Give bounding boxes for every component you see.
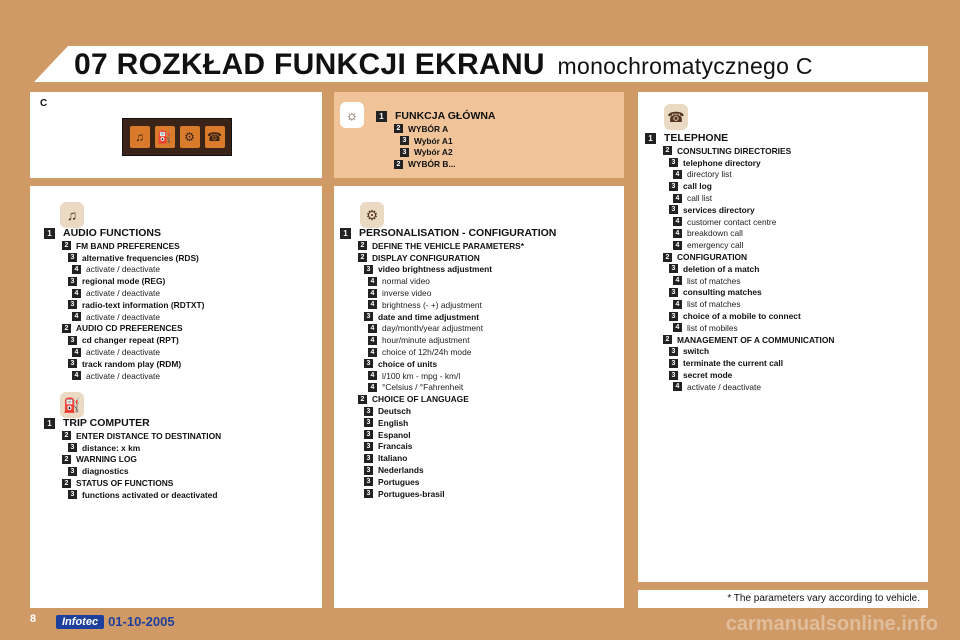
menu-item-label: Portugues	[378, 476, 420, 487]
level-badge: 3	[364, 477, 373, 486]
level-badge: 4	[368, 324, 377, 333]
page-number: 8	[30, 613, 37, 625]
level-badge: 2	[358, 253, 367, 262]
menu-item-label: FM BAND PREFERENCES	[76, 240, 180, 251]
level-badge: 4	[368, 277, 377, 286]
menu-item-label: alternative frequencies (RDS)	[82, 252, 199, 263]
menu-item-label: Francais	[378, 441, 413, 452]
menu-item-label: call list	[687, 193, 713, 204]
level-badge: 3	[364, 442, 373, 451]
level-badge: 2	[62, 241, 71, 250]
level-badge: 3	[400, 136, 409, 145]
menu-item-label: DISPLAY CONFIGURATION	[372, 252, 480, 263]
menu-item-label: deletion of a match	[683, 263, 760, 274]
menu-item-label: Deutsch	[378, 406, 412, 417]
menu-item-label: English	[378, 417, 409, 428]
level-badge: 4	[673, 382, 682, 391]
menu-item-level-4	[645, 298, 834, 310]
level-badge: 2	[62, 324, 71, 333]
menu-item-label: AUDIO CD PREFERENCES	[76, 323, 183, 334]
settings-icon: ⚙	[180, 126, 200, 148]
level-badge: 2	[62, 455, 71, 464]
menu-item-level-2	[340, 252, 556, 264]
level-badge: 2	[358, 395, 367, 404]
menu-item-label: directory list	[687, 169, 732, 180]
menu-item-level-2	[44, 430, 221, 442]
menu-item-level-3	[645, 346, 834, 358]
legend-list	[376, 108, 496, 170]
menu-item-level-4	[645, 169, 834, 181]
audio-functions-list	[44, 225, 204, 382]
brightness-icon: ☼	[340, 102, 364, 128]
level-badge: 2	[394, 124, 403, 133]
menu-item-level-4	[44, 370, 204, 382]
level-badge: 3	[68, 443, 77, 452]
menu-item-level-1	[340, 226, 556, 240]
menu-item-label: PERSONALISATION - CONFIGURATION	[359, 227, 557, 239]
trip-computer-icon: ⛽	[155, 126, 175, 148]
menu-item-label: regional mode (REG)	[82, 276, 166, 287]
menu-item-level-3	[340, 488, 556, 500]
menu-item-label: cd changer repeat (RPT)	[82, 335, 179, 346]
menu-item-level-3	[340, 264, 556, 276]
menu-item-label: MANAGEMENT OF A COMMUNICATION	[677, 334, 835, 345]
level-badge: 3	[669, 359, 678, 368]
menu-item-level-4	[340, 382, 556, 394]
trip-computer-icon: ⛽	[60, 392, 84, 418]
menu-item-level-2	[340, 240, 556, 252]
level-badge: 3	[364, 418, 373, 427]
menu-item-level-2	[44, 454, 221, 466]
menu-item-label: activate / deactivate	[86, 370, 161, 381]
menu-item-label: inverse video	[382, 288, 432, 299]
menu-item-level-3	[645, 357, 834, 369]
menu-item-label: call log	[683, 181, 712, 192]
menu-item-label: activate / deactivate	[86, 264, 161, 275]
menu-item-level-1	[376, 109, 496, 123]
menu-item-label: TELEPHONE	[664, 132, 729, 144]
level-badge: 2	[663, 335, 672, 344]
level-badge: 3	[364, 265, 373, 274]
menu-item-level-3	[376, 135, 496, 147]
level-badge: 4	[368, 336, 377, 345]
menu-item-level-4	[340, 287, 556, 299]
menu-item-label: functions activated or deactivated	[82, 489, 218, 500]
level-badge: 4	[72, 265, 81, 274]
menu-item-level-4	[340, 299, 556, 311]
level-badge: 1	[645, 133, 656, 144]
level-badge: 3	[68, 253, 77, 262]
menu-item-label: choice of a mobile to connect	[683, 311, 801, 322]
menu-item-level-2	[340, 393, 556, 405]
menu-item-level-3	[44, 275, 204, 287]
menu-item-label: activate / deactivate	[86, 288, 161, 299]
menu-item-label: secret mode	[683, 370, 733, 381]
level-badge: 3	[669, 288, 678, 297]
menu-item-level-2	[44, 477, 221, 489]
menu-item-level-3	[645, 204, 834, 216]
level-badge: 4	[673, 323, 682, 332]
level-badge: 3	[669, 312, 678, 321]
menu-item-label: activate / deactivate	[687, 381, 762, 392]
menu-item-level-3	[340, 358, 556, 370]
menu-item-level-4	[340, 275, 556, 287]
level-badge: 1	[44, 228, 55, 239]
menu-item-label: choice of 12h/24h mode	[382, 347, 472, 358]
level-badge: 3	[364, 359, 373, 368]
personalisation-list	[340, 225, 556, 500]
menu-item-level-3	[340, 417, 556, 429]
audio-icon: ♫	[60, 202, 84, 228]
menu-item-label: activate / deactivate	[86, 311, 161, 322]
parameters-note: * The parameters vary according to vehicle.	[638, 590, 928, 608]
level-badge: 3	[669, 182, 678, 191]
menu-item-label: distance: x km	[82, 442, 141, 453]
level-badge: 4	[368, 383, 377, 392]
menu-item-label: normal video	[382, 276, 430, 287]
menu-item-label: Espanol	[378, 429, 411, 440]
menu-item-label: track random play (RDM)	[82, 358, 182, 369]
menu-item-level-4	[645, 228, 834, 240]
menu-item-level-3	[340, 441, 556, 453]
menu-item-label: hour/minute adjustment	[382, 335, 470, 346]
menu-item-label: telephone directory	[683, 157, 761, 168]
level-badge: 4	[72, 371, 81, 380]
menu-item-label: l/100 km - mpg - km/l	[382, 370, 461, 381]
menu-item-level-4	[340, 334, 556, 346]
menu-item-level-2	[645, 145, 834, 157]
menu-item-level-3	[44, 334, 204, 346]
level-badge: 3	[400, 148, 409, 157]
menu-item-label: switch	[683, 346, 710, 357]
menu-item-level-3	[44, 358, 204, 370]
menu-item-label: terminate the current call	[683, 358, 784, 369]
page-subtitle: monochromatycznego C	[557, 53, 813, 79]
menu-item-label: radio-text information (RDTXT)	[82, 299, 205, 310]
level-badge: 4	[72, 348, 81, 357]
menu-item-level-4	[645, 275, 834, 287]
footer	[56, 614, 175, 629]
menu-item-level-3	[645, 287, 834, 299]
level-badge: 4	[673, 241, 682, 250]
menu-item-label: STATUS OF FUNCTIONS	[76, 478, 174, 489]
level-badge: 4	[673, 276, 682, 285]
menu-item-label: services directory	[683, 204, 755, 215]
menu-item-level-2	[645, 334, 834, 346]
menu-item-level-3	[340, 311, 556, 323]
level-badge: 2	[358, 241, 367, 250]
menu-item-label: day/month/year adjustment	[382, 323, 484, 334]
phone-icon: ☎	[664, 104, 688, 130]
menu-item-level-4	[340, 323, 556, 335]
telephone-list	[645, 130, 834, 393]
menu-item-level-4	[340, 346, 556, 358]
level-badge: 4	[72, 289, 81, 298]
menu-item-level-3	[340, 476, 556, 488]
menu-item-level-3	[645, 180, 834, 192]
level-badge: 3	[364, 430, 373, 439]
menu-item-label: date and time adjustment	[378, 311, 479, 322]
level-badge: 4	[368, 371, 377, 380]
level-badge: 3	[364, 407, 373, 416]
level-badge: 3	[68, 336, 77, 345]
menu-item-level-3	[645, 263, 834, 275]
level-badge: 2	[663, 253, 672, 262]
level-badge: 3	[364, 454, 373, 463]
level-badge: 2	[62, 479, 71, 488]
menu-item-level-4	[645, 192, 834, 204]
level-badge: 4	[673, 300, 682, 309]
menu-item-label: list of mobiles	[687, 322, 738, 333]
menu-item-level-3	[645, 157, 834, 169]
menu-item-level-2	[645, 251, 834, 263]
menu-item-label: °Celsius / °Fahrenheit	[382, 382, 464, 393]
monochrome-screen-image	[122, 118, 232, 156]
menu-item-label: CONFIGURATION	[677, 252, 748, 263]
menu-item-label: emergency call	[687, 240, 744, 251]
menu-item-label: choice of units	[378, 358, 438, 369]
level-badge: 1	[340, 228, 351, 239]
trip-computer-list	[44, 415, 221, 501]
menu-item-label: video brightness adjustment	[378, 264, 493, 275]
phone-icon: ☎	[205, 126, 225, 148]
level-badge: 3	[669, 264, 678, 273]
menu-item-label: ENTER DISTANCE TO DESTINATION	[76, 430, 222, 441]
level-badge: 4	[368, 300, 377, 309]
menu-item-level-3	[340, 405, 556, 417]
menu-item-level-2	[376, 123, 496, 135]
level-badge: 4	[72, 312, 81, 321]
level-badge: 4	[673, 217, 682, 226]
menu-item-label: WARNING LOG	[76, 454, 137, 465]
level-badge: 3	[669, 371, 678, 380]
menu-item-label: list of matches	[687, 299, 741, 310]
menu-item-level-4	[340, 370, 556, 382]
level-badge: 4	[673, 170, 682, 179]
menu-item-level-2	[44, 240, 204, 252]
level-badge: 3	[364, 312, 373, 321]
menu-item-label: AUDIO FUNCTIONS	[63, 227, 161, 239]
menu-item-level-1	[44, 416, 221, 430]
menu-item-label: Portugues-brasil	[378, 488, 445, 499]
menu-item-level-1	[645, 131, 834, 145]
menu-item-level-3	[44, 442, 221, 454]
menu-item-label: customer contact centre	[687, 216, 777, 227]
menu-item-label: breakdown call	[687, 228, 743, 239]
audio-icon: ♫	[130, 126, 150, 148]
menu-item-level-4	[645, 239, 834, 251]
menu-item-label: Wybór A1	[414, 135, 453, 146]
level-badge: 3	[669, 205, 678, 214]
menu-item-level-4	[44, 346, 204, 358]
menu-item-level-4	[44, 311, 204, 323]
menu-item-level-4	[645, 381, 834, 393]
menu-item-level-3	[645, 310, 834, 322]
level-badge: 3	[68, 467, 77, 476]
menu-item-label: DEFINE THE VEHICLE PARAMETERS*	[372, 240, 525, 251]
menu-item-level-3	[340, 429, 556, 441]
menu-item-level-3	[340, 464, 556, 476]
menu-item-label: Wybór A2	[414, 147, 453, 158]
menu-item-label: activate / deactivate	[86, 347, 161, 358]
menu-item-label: FUNKCJA GŁÓWNA	[395, 110, 496, 122]
menu-item-level-3	[44, 465, 221, 477]
level-badge: 3	[68, 359, 77, 368]
level-badge: 3	[68, 277, 77, 286]
menu-item-level-2	[376, 158, 496, 170]
level-badge: 4	[368, 348, 377, 357]
level-badge: 3	[669, 158, 678, 167]
footer-date: 01-10-2005	[108, 614, 175, 629]
menu-item-label: CONSULTING DIRECTORIES	[677, 145, 792, 156]
level-badge: 2	[394, 160, 403, 169]
menu-item-label: WYBÓR B...	[408, 159, 456, 170]
level-badge: 3	[364, 489, 373, 498]
menu-item-level-4	[645, 216, 834, 228]
level-badge: 3	[364, 466, 373, 475]
menu-item-label: list of matches	[687, 275, 741, 286]
level-badge: 4	[673, 194, 682, 203]
menu-item-label: Italiano	[378, 453, 408, 464]
level-badge: 3	[68, 490, 77, 499]
level-badge: 1	[44, 418, 55, 429]
menu-item-level-3	[44, 252, 204, 264]
menu-item-level-3	[645, 369, 834, 381]
settings-icon: ⚙	[360, 202, 384, 228]
level-badge: 1	[376, 111, 387, 122]
menu-item-level-3	[376, 147, 496, 159]
menu-item-label: WYBÓR A	[408, 123, 449, 134]
level-badge: 3	[669, 347, 678, 356]
menu-item-label: Nederlands	[378, 465, 424, 476]
menu-item-level-4	[645, 322, 834, 334]
level-badge: 2	[62, 431, 71, 440]
menu-item-level-3	[44, 489, 221, 501]
level-badge: 2	[663, 146, 672, 155]
menu-item-label: consulting matches	[683, 287, 762, 298]
page-title: 07 ROZKŁAD FUNKCJI EKRANU monochromatycznego C	[74, 48, 813, 81]
level-badge: 4	[673, 229, 682, 238]
menu-item-level-4	[44, 264, 204, 276]
menu-item-label: TRIP COMPUTER	[63, 417, 150, 429]
infotec-logo: Infotec	[56, 615, 104, 629]
menu-item-label: CHOICE OF LANGUAGE	[372, 394, 469, 405]
level-badge: 4	[368, 289, 377, 298]
menu-item-level-3	[340, 452, 556, 464]
screen-label: C	[40, 98, 48, 109]
menu-item-level-3	[44, 299, 204, 311]
menu-item-level-2	[44, 323, 204, 335]
watermark: carmanualsonline.info	[725, 613, 938, 635]
menu-item-level-4	[44, 287, 204, 299]
level-badge: 3	[68, 300, 77, 309]
menu-item-label: brightness (- +) adjustment	[382, 299, 482, 310]
menu-item-level-1	[44, 226, 204, 240]
menu-item-label: diagnostics	[82, 466, 129, 477]
